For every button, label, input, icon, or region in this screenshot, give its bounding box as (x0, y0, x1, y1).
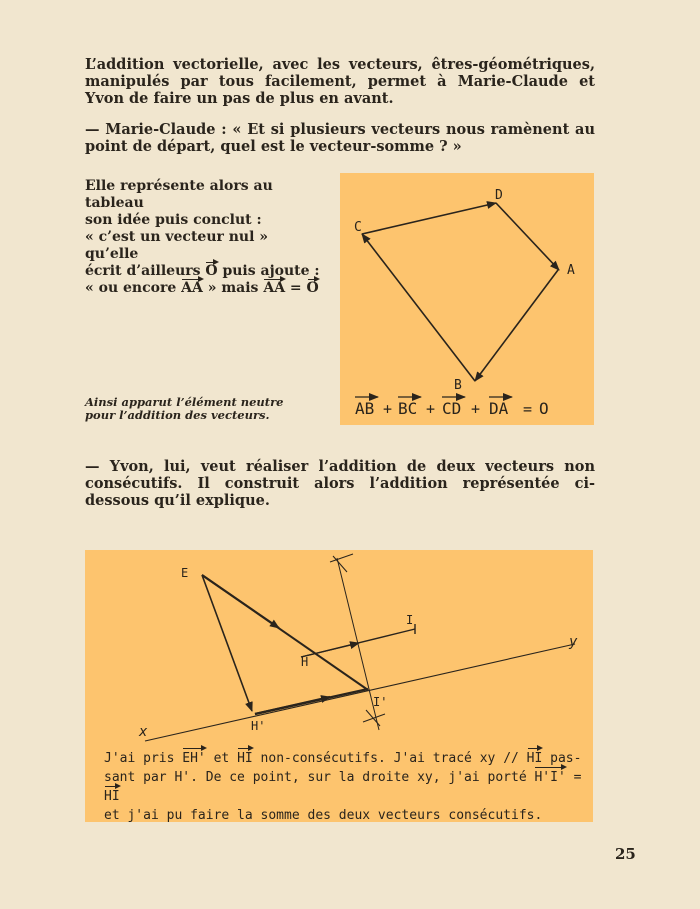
vector-hi-prime-arrow (255, 697, 330, 714)
side-line-2: son idée puis conclut : (85, 212, 262, 228)
hand-line-3: et j'ai pu faire la somme des deux vecteurs consécutifs. (104, 808, 543, 823)
side-line-5-start: « ou encore (85, 280, 182, 296)
tick-1 (330, 554, 353, 562)
label-d: D (495, 188, 503, 203)
vector-eh (202, 575, 252, 711)
label-y: y (569, 634, 578, 650)
figure-caption: Ainsi apparut l’élément neutre pour l’addition des vecteurs. (85, 395, 284, 422)
side-line-1: Elle représente alors au tableau (85, 178, 273, 211)
aa-vector: AA (181, 280, 203, 296)
hand-l1-a: J'ai pris (104, 751, 183, 766)
label-e: E (181, 566, 189, 580)
page-number: 25 (615, 845, 636, 863)
hi-vector-3: HI (104, 789, 120, 804)
hand-l2-b: = (565, 770, 582, 785)
side-line-5 (85, 280, 325, 297)
hand-l1-d: pas- (542, 751, 582, 766)
hand-line-1 (104, 749, 584, 768)
hand-l1-c: non-consécutifs. J'ai tracé xy // (252, 751, 527, 766)
eq-bc: BC (398, 399, 418, 418)
side-line-4 (85, 263, 325, 280)
eq-plus-2: + (426, 400, 436, 418)
label-x: x (139, 724, 148, 740)
eq-plus-3: + (471, 400, 481, 418)
hi-vector-2: HI (526, 751, 543, 766)
sum-equation (355, 397, 549, 418)
eq-cd: CD (442, 399, 462, 418)
figure-quadrilateral (340, 173, 594, 425)
quadrilateral-drawing (340, 173, 594, 425)
handwritten-explanation (104, 749, 584, 825)
eq-ab: AB (355, 399, 375, 418)
label-a: A (567, 263, 575, 278)
side-line-4-end: puis ajoute : (217, 263, 320, 279)
side-line-4-start: écrit d’ailleurs (85, 263, 206, 279)
side-line-3: « c’est un vecteur nul » qu’elle (85, 229, 269, 262)
zero-vector: O (205, 263, 218, 279)
aa-vector-2: AA (263, 280, 286, 296)
side-text (85, 178, 325, 297)
line-xy (145, 644, 575, 741)
label-i: I (406, 613, 414, 627)
label-c: C (354, 220, 362, 235)
side-line-5-mid: » mais (202, 280, 264, 296)
equals-sign: = (285, 280, 307, 296)
tick-4 (366, 710, 380, 726)
eh-vector: EH' (182, 751, 206, 766)
marie-claude-question: — Marie-Claude : « Et si plusieurs vecteurs nous ramènent au point de départ, quel est le vecteur-somme ? » (85, 121, 595, 155)
hand-l2-a: sant par H'. De ce point, sur la droite xy, j'ai porté (104, 770, 535, 785)
eq-plus-1: + (383, 400, 393, 418)
vector-cd (362, 203, 496, 234)
zero-vector-2: O (306, 280, 319, 296)
vector-ab (475, 270, 558, 381)
eq-zero: O (539, 399, 549, 418)
tick-3 (363, 714, 385, 722)
vector-da (496, 203, 559, 270)
intro-paragraph: L’addition vectorielle, avec les vecteurs, êtres-géométriques, manipulés par tous facilement, permet à Marie-Claude et Yvon de faire un pas de plus en avant. (85, 56, 595, 107)
hand-l1-b: et (205, 751, 238, 766)
eq-da: DA (489, 399, 509, 418)
eq-equals: = (523, 400, 533, 418)
vector-bc (362, 234, 475, 381)
label-h-prime: H' (251, 719, 266, 733)
label-h: H (301, 655, 309, 669)
label-b: B (454, 378, 462, 393)
label-i-prime: I' (373, 695, 388, 709)
hpi-vector: H'I' (534, 770, 566, 785)
hi-vector: HI (237, 751, 253, 766)
yvon-paragraph: — Yvon, lui, veut réaliser l’addition de deux vecteurs non consécutifs. Il construit alors l’addition représentée ci-dessous qu’il explique. (85, 458, 595, 509)
vector-sum-arrow (202, 575, 279, 628)
hand-line-2 (104, 768, 584, 806)
